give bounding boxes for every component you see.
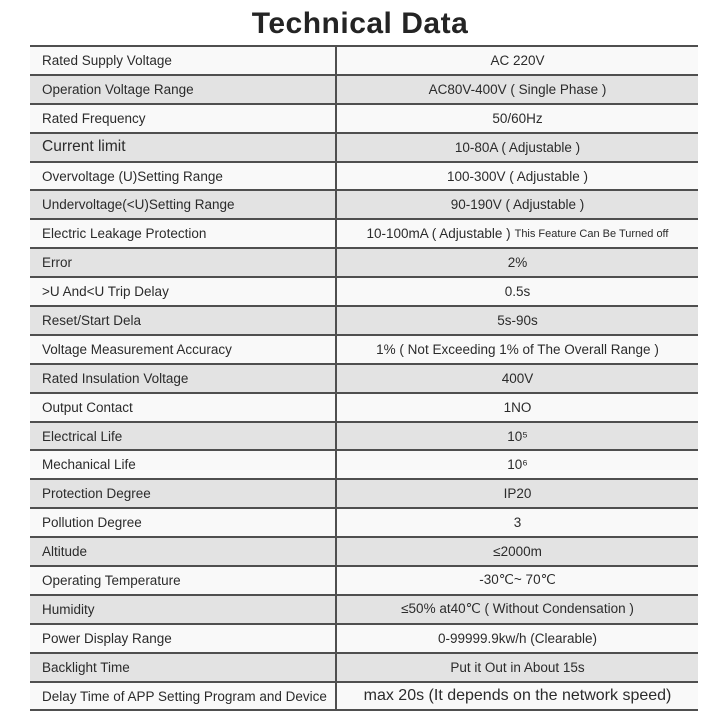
spec-value [335, 76, 698, 103]
spec-value [335, 163, 698, 190]
spec-value [335, 307, 698, 334]
spec-value-text: ≤50% at40℃ ( Without Condensation ) [401, 601, 634, 617]
table-row [30, 163, 698, 192]
spec-value [335, 278, 698, 305]
table-row [30, 191, 698, 220]
spec-value [335, 365, 698, 392]
technical-data-table [30, 45, 698, 711]
table-row [30, 683, 698, 712]
spec-value [335, 134, 698, 161]
table-row [30, 451, 698, 480]
spec-value-text: -30℃~ 70℃ [479, 572, 556, 588]
table-row [30, 423, 698, 452]
spec-value-text: 10⁶ [507, 457, 528, 473]
spec-label: Electric Leakage Protection [42, 226, 207, 242]
table-row [30, 220, 698, 249]
table-row [30, 105, 698, 134]
spec-label: Rated Insulation Voltage [42, 370, 189, 386]
table-row [30, 76, 698, 105]
spec-value [335, 596, 698, 623]
spec-label: Mechanical Life [42, 457, 136, 473]
spec-value-text: 0-99999.9kw/h (Clearable) [437, 630, 598, 646]
spec-label: Output Contact [42, 399, 133, 415]
spec-value-text: 400V [501, 370, 534, 386]
spec-value [335, 509, 698, 536]
spec-value-text: AC 220V [490, 52, 545, 68]
spec-label: Backlight Time [42, 659, 130, 675]
spec-value [335, 423, 698, 450]
spec-value [335, 654, 698, 681]
spec-value-text: 10⁵ [507, 428, 528, 444]
spec-value-text: IP20 [503, 486, 532, 502]
spec-value-text: 100-300V ( Adjustable ) [446, 168, 589, 184]
spec-value-text: 2% [507, 255, 528, 271]
spec-value-text: AC80V-400V ( Single Phase ) [428, 81, 607, 97]
table-row [30, 394, 698, 423]
spec-value-text: 0.5s [504, 284, 531, 300]
spec-value-text: 1% ( Not Exceeding 1% of The Overall Range ) [376, 341, 659, 357]
spec-label: Reset/Start Dela [42, 312, 142, 328]
spec-label: Altitude [42, 544, 88, 560]
spec-value [335, 480, 698, 507]
spec-label: Operation Voltage Range [42, 81, 194, 97]
table-row [30, 538, 698, 567]
spec-value [335, 47, 698, 74]
spec-label: Pollution Degree [42, 515, 142, 531]
table-row [30, 336, 698, 365]
spec-value-text: 5s-90s [497, 312, 538, 328]
spec-value [335, 220, 698, 247]
spec-label: Operating Temperature [42, 572, 181, 588]
table-row [30, 596, 698, 625]
spec-value-note: This Feature Can Be Turned off [514, 227, 669, 240]
spec-label: Power Display Range [42, 630, 172, 646]
spec-label: Overvoltage (U)Setting Range [42, 168, 223, 184]
spec-label: Electrical Life [42, 428, 123, 444]
spec-label: Undervoltage(<U)Setting Range [42, 197, 235, 213]
table-row [30, 278, 698, 307]
spec-value-text: 3 [513, 515, 522, 531]
table-row [30, 134, 698, 163]
page-title: Technical Data [251, 7, 469, 40]
spec-value-text: 10-100mA ( Adjustable ) [366, 226, 511, 242]
spec-value-text: max 20s (It depends on the network speed) [363, 687, 672, 705]
table-row [30, 249, 698, 278]
spec-value-text: ≤2000m [493, 544, 542, 560]
spec-value [335, 567, 698, 594]
table-row [30, 509, 698, 538]
table-row [30, 365, 698, 394]
spec-value-text: 50/60Hz [492, 110, 543, 126]
table-row [30, 654, 698, 683]
spec-label: >U And<U Trip Delay [42, 284, 169, 300]
spec-value [335, 394, 698, 421]
table-row [30, 480, 698, 509]
table-row [30, 307, 698, 336]
spec-value-text: Put it Out in About 15s [450, 659, 585, 675]
table-row [30, 625, 698, 654]
spec-value [335, 625, 698, 652]
spec-value-text: 10-80A ( Adjustable ) [454, 139, 581, 155]
spec-label: Delay Time of APP Setting Program and Device [42, 688, 327, 704]
spec-value [335, 538, 698, 565]
spec-value-text: 90-190V ( Adjustable ) [450, 197, 585, 213]
spec-label: Current limit [42, 138, 126, 156]
spec-label: Protection Degree [42, 486, 151, 502]
spec-value [335, 451, 698, 478]
spec-value-text: 1NO [503, 399, 532, 415]
spec-value [335, 191, 698, 218]
spec-label: Voltage Measurement Accuracy [42, 341, 232, 357]
spec-label: Rated Frequency [42, 110, 146, 126]
spec-label: Error [42, 255, 72, 271]
spec-value [335, 249, 698, 276]
table-row [30, 47, 698, 76]
spec-value [335, 336, 698, 363]
table-row [30, 567, 698, 596]
spec-label: Rated Supply Voltage [42, 52, 172, 68]
spec-value [335, 683, 698, 710]
spec-value [335, 105, 698, 132]
spec-label: Humidity [42, 601, 95, 617]
